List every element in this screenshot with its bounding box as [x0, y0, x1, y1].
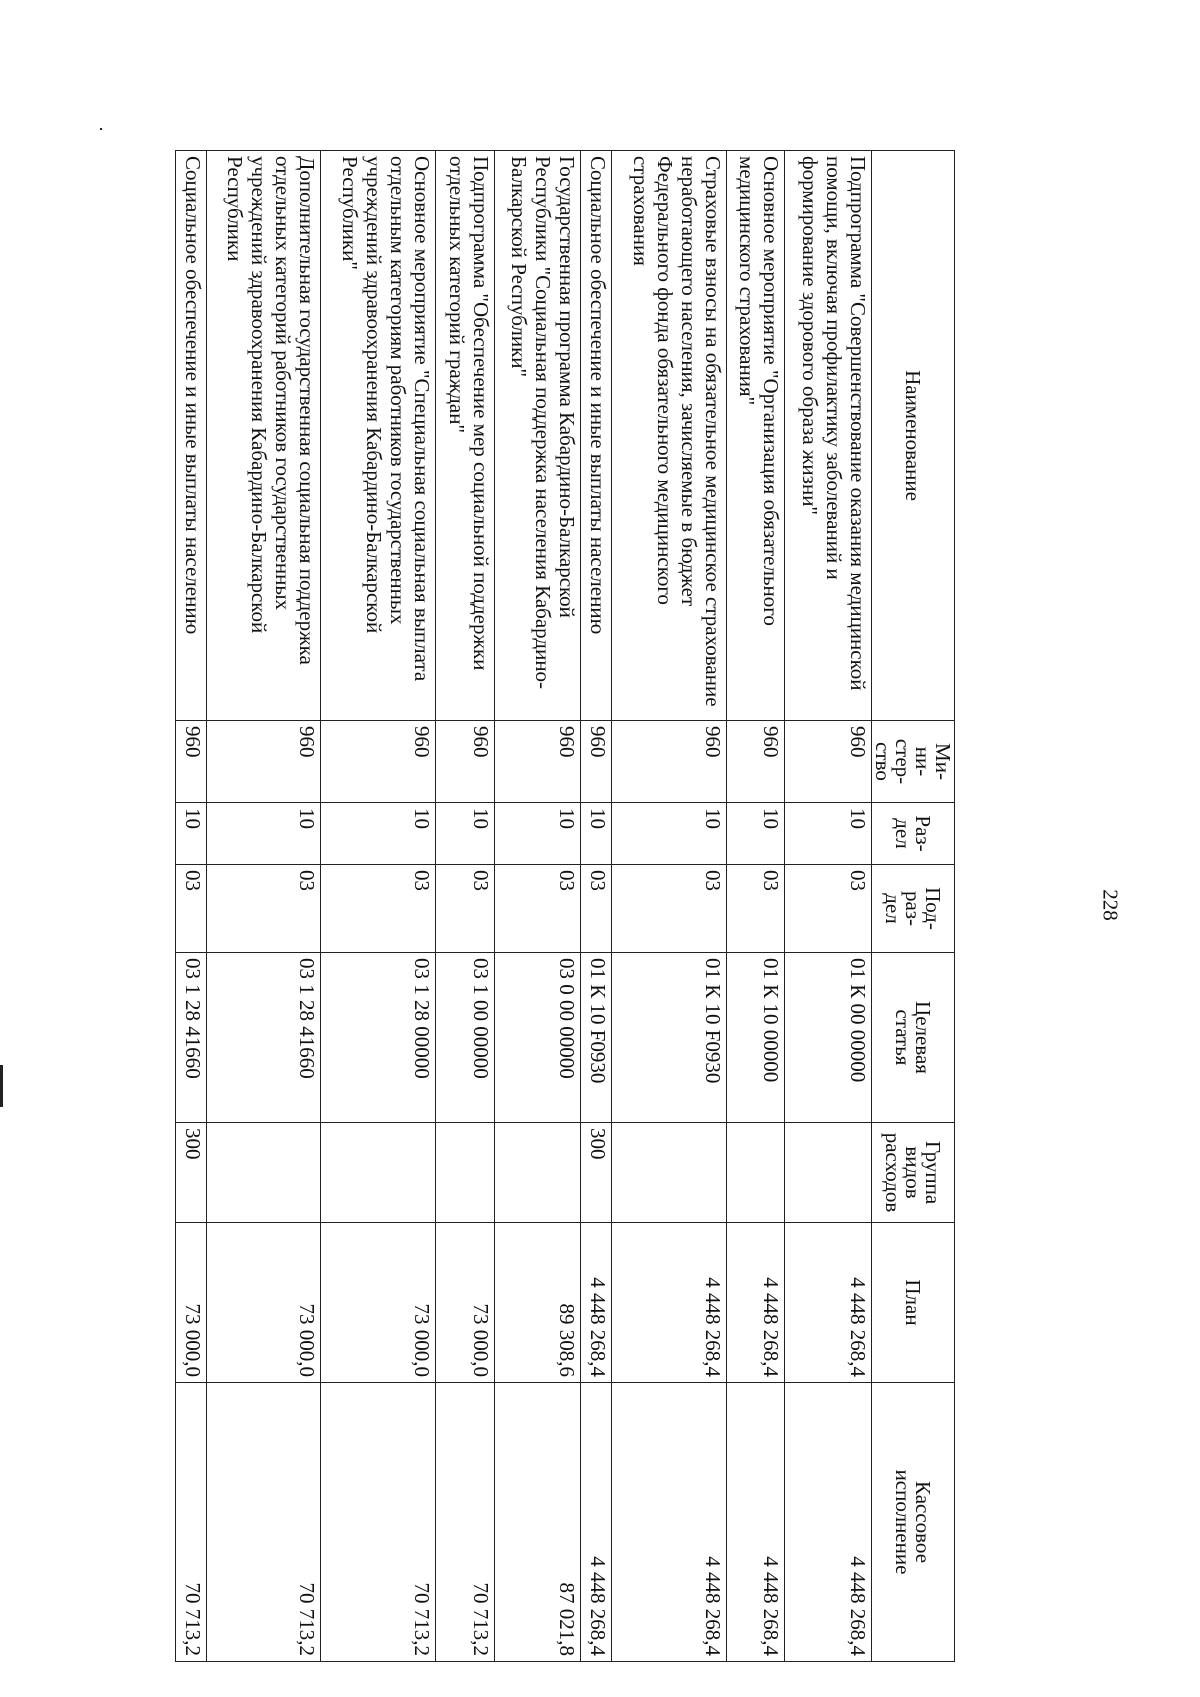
cell-ministry: 960: [435, 721, 494, 803]
cell-group: [612, 1123, 726, 1223]
cell-section: 10: [726, 803, 785, 865]
cell-subsection: 03: [321, 865, 435, 953]
cell-name: Государственная программа Кабардино-Балкарской Республики "Социальная поддержка населения Кабардино-Балкарской Республики": [494, 151, 581, 721]
header-plan: План: [872, 1223, 955, 1383]
cell-section: 10: [176, 803, 207, 865]
cell-exec: 70 713,2: [321, 1383, 435, 1662]
cell-target: 03 1 28 00000: [321, 953, 435, 1123]
cell-group: [207, 1123, 321, 1223]
cell-group: [726, 1123, 785, 1223]
cell-name: Основное мероприятие "Организация обязательного медицинского страхования": [726, 151, 785, 721]
cell-name: Страховые взносы на обязательное медицинское страхование неработающего населения, зачисляемые в бюджет Федерального фонда обязательного медицинского страхования: [612, 151, 726, 721]
table-row: [435, 151, 494, 1662]
header-exec: Кассовое исполнение: [872, 1383, 955, 1662]
cell-ministry: 960: [785, 721, 872, 803]
cell-target: 03 1 28 41660: [176, 953, 207, 1123]
cell-section: 10: [581, 803, 612, 865]
cell-section: 10: [321, 803, 435, 865]
cell-plan: 4 448 268,4: [785, 1223, 872, 1383]
budget-table: [175, 150, 955, 1662]
cell-name: Основное мероприятие "Специальная социальная выплата отдельным категориям работников государственных учреждений здравоохранения Кабардино-Балкарской Республики": [321, 151, 435, 721]
cell-ministry: 960: [176, 721, 207, 803]
cell-subsection: 03: [494, 865, 581, 953]
cell-exec: 70 713,2: [207, 1383, 321, 1662]
table-row: [321, 151, 435, 1662]
cell-target: 01 К 10 F0930: [612, 953, 726, 1123]
cell-ministry: 960: [494, 721, 581, 803]
cell-exec: 4 448 268,4: [581, 1383, 612, 1662]
header-ministry: Ми- ни- стер- ство: [872, 721, 955, 803]
cell-group: [321, 1123, 435, 1223]
cell-name: Подпрограмма "Обеспечение мер социальной поддержки отдельных категорий граждан": [435, 151, 494, 721]
cell-plan: 4 448 268,4: [726, 1223, 785, 1383]
cell-plan: 73 000,0: [207, 1223, 321, 1383]
cell-plan: 89 308,6: [494, 1223, 581, 1383]
cell-section: 10: [435, 803, 494, 865]
header-row: [872, 151, 955, 1662]
cell-subsection: 03: [435, 865, 494, 953]
cell-exec: 70 713,2: [176, 1383, 207, 1662]
cell-subsection: 03: [785, 865, 872, 953]
cell-target: 03 1 28 41660: [207, 953, 321, 1123]
table-row: [581, 151, 612, 1662]
header-name: Наименование: [872, 151, 955, 721]
cell-name: Дополнительная государственная социальная поддержка отдельных категорий работников государственных учреждений здравоохранения Кабардино-Балкарской Республики: [207, 151, 321, 721]
cell-group: [435, 1123, 494, 1223]
cell-ministry: 960: [207, 721, 321, 803]
header-subsection: Под- раз- дел: [872, 865, 955, 953]
cell-subsection: 03: [581, 865, 612, 953]
table-row: [612, 151, 726, 1662]
cell-exec: 4 448 268,4: [726, 1383, 785, 1662]
cell-name: Социальное обеспечение и иные выплаты населению: [581, 151, 612, 721]
cell-subsection: 03: [726, 865, 785, 953]
cell-ministry: 960: [726, 721, 785, 803]
cell-section: 10: [612, 803, 726, 865]
cell-group: 300: [176, 1123, 207, 1223]
rotated-table-wrapper: [175, 150, 955, 1661]
table-row: [176, 151, 207, 1662]
cell-section: 10: [494, 803, 581, 865]
scan-mark: [100, 128, 102, 130]
header-group: Группа видов расходов: [872, 1123, 955, 1223]
table-row: [785, 151, 872, 1662]
cell-name: Подпрограмма "Совершенствование оказания медицинской помощи, включая профилактику заболеваний и формирование здорового образа жизни": [785, 151, 872, 721]
cell-target: 01 К 00 00000: [785, 953, 872, 1123]
cell-target: 03 0 00 00000: [494, 953, 581, 1123]
table-row: [207, 151, 321, 1662]
header-section: Раз- дел: [872, 803, 955, 865]
cell-subsection: 03: [612, 865, 726, 953]
cell-target: 01 К 10 F0930: [581, 953, 612, 1123]
cell-plan: 73 000,0: [435, 1223, 494, 1383]
cell-exec: 4 448 268,4: [612, 1383, 726, 1662]
cell-ministry: 960: [612, 721, 726, 803]
cell-group: [494, 1123, 581, 1223]
scan-mark: [0, 1065, 3, 1107]
cell-group: 300: [581, 1123, 612, 1223]
cell-name: Социальное обеспечение и иные выплаты населению: [176, 151, 207, 721]
cell-exec: 4 448 268,4: [785, 1383, 872, 1662]
cell-exec: 87 021,8: [494, 1383, 581, 1662]
cell-section: 10: [785, 803, 872, 865]
cell-plan: 4 448 268,4: [581, 1223, 612, 1383]
cell-target: 01 К 10 00000: [726, 953, 785, 1123]
cell-target: 03 1 00 00000: [435, 953, 494, 1123]
table-row: [494, 151, 581, 1662]
cell-ministry: 960: [581, 721, 612, 803]
cell-plan: 73 000,0: [176, 1223, 207, 1383]
cell-plan: 4 448 268,4: [612, 1223, 726, 1383]
header-target: Целевая статья: [872, 953, 955, 1123]
page-number: 228: [1098, 889, 1123, 921]
cell-exec: 70 713,2: [435, 1383, 494, 1662]
cell-section: 10: [207, 803, 321, 865]
cell-ministry: 960: [321, 721, 435, 803]
cell-group: [785, 1123, 872, 1223]
cell-plan: 73 000,0: [321, 1223, 435, 1383]
cell-subsection: 03: [207, 865, 321, 953]
cell-subsection: 03: [176, 865, 207, 953]
table-row: [726, 151, 785, 1662]
